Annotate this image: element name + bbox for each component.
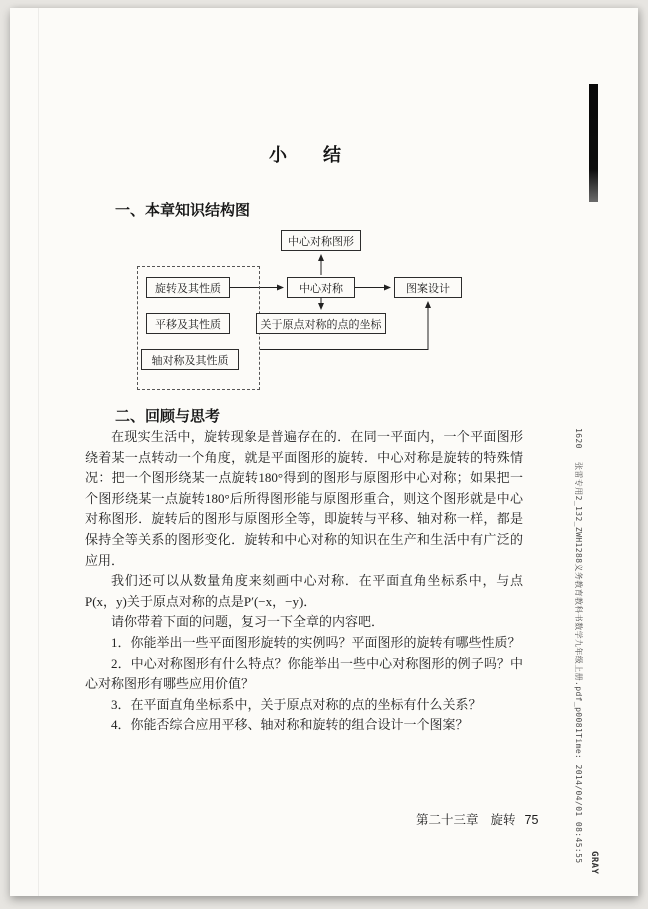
scan-crease-line — [38, 8, 39, 896]
page-title: 小 结 — [269, 145, 341, 165]
diagram-node-pattern-design: 图案设计 — [394, 277, 462, 298]
scan-code-number: 1620 — [574, 428, 583, 449]
question-1: 1．你能举出一些平面图形旋转的实例吗？平面图形的旋转有哪些性质？ — [111, 634, 521, 650]
question-2: 2．中心对称图形有什么特点？你能举出一些中心对称图形的例子吗？中心对称图形有哪些应用价值？ — [85, 655, 523, 692]
paragraph-2: 我们还可以从数量角度来刻画中心对称．在平面直角坐标系中，与点P(x，y)关于原点对称的点是P′(−x，−y)． — [85, 573, 523, 609]
paragraph-1: 在现实生活中，旋转现象是普遍存在的．在同一平面内，一个平面图形绕着某一点转动一个角度，就是平面图形的旋转．中心对称是旋转的特殊情况：把一个图形绕某一点旋转180°得到的图形与原图形中心对称；如果把一个图形绕某一点旋转180°后所得图形能与原图形重合，则这个图形就是中心对称图形．旋转后的图形与原图形全等，即旋转与平移、轴对称一样，都是保持全等关系的图形变化．旋转和中心对称的知识在生产和生活中有广泛的应用． — [85, 429, 523, 568]
diagram-node-rotation: 旋转及其性质 — [146, 277, 230, 298]
question-4: 4．你能否综合应用平移、轴对称和旋转的组合设计一个图案？ — [111, 717, 469, 733]
diagram-node-central-symmetric-figure: 中心对称图形 — [281, 230, 361, 251]
section-heading-knowledge-structure: 一、本章知识结构图 — [115, 202, 251, 219]
diagram-node-axial-symmetry: 轴对称及其性质 — [141, 349, 239, 370]
diagram-node-translation: 平移及其性质 — [146, 313, 230, 334]
footer-chapter: 第二十三章 — [416, 813, 479, 827]
scan-registration-bar — [589, 84, 598, 202]
diagram-node-central-symmetry: 中心对称 — [287, 277, 355, 298]
scan-filename-stamp: 张雷专用2_132_ZWH1288义务教育教科书数学九年级上册.pdf_p0081Time: 2014/04/01 08:45:55 — [574, 462, 583, 864]
diagram-node-origin-symmetric-coords: 关于原点对称的点的坐标 — [256, 313, 386, 334]
knowledge-structure-diagram — [137, 228, 482, 400]
section-heading-review: 二、回顾与思考 — [115, 408, 221, 425]
scan-gray-label: GRAY — [589, 851, 599, 875]
paragraph-3: 请你带着下面的问题，复习一下全章的内容吧． — [111, 614, 385, 630]
footer-page-number: 75 — [524, 813, 539, 827]
question-3: 3．在平面直角坐标系中，关于原点对称的点的坐标有什么关系？ — [111, 696, 482, 712]
page-footer — [416, 810, 538, 828]
review-text-block — [85, 427, 523, 736]
footer-chapter-title: 旋转 — [490, 813, 516, 827]
